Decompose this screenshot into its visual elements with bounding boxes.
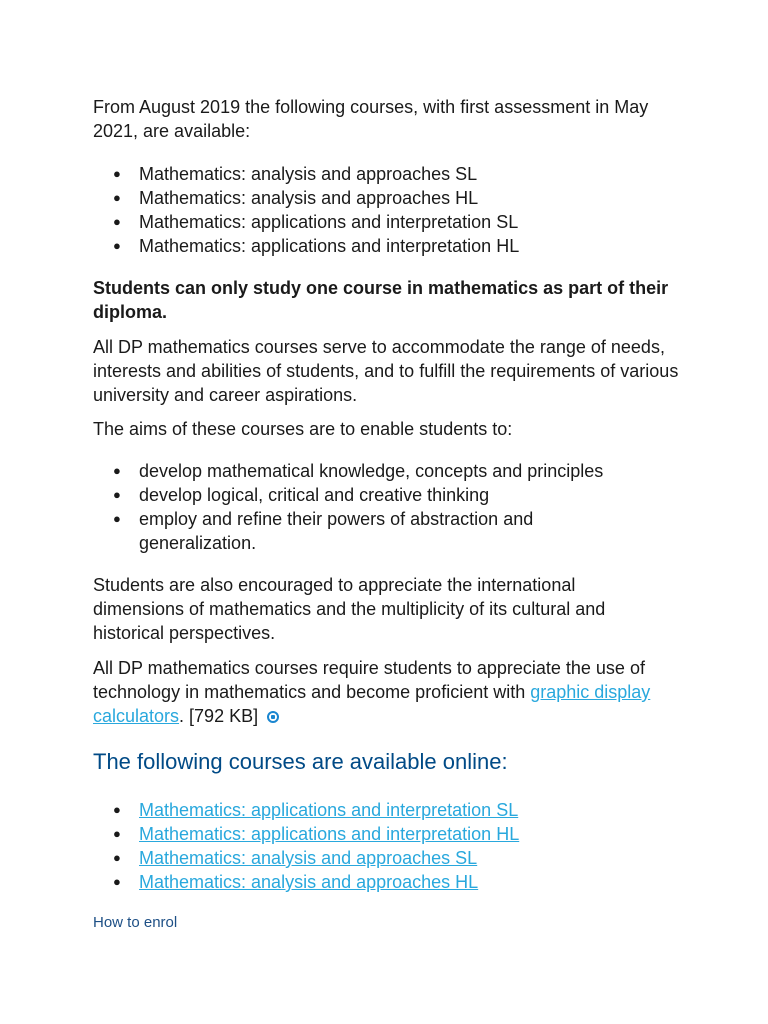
online-courses-heading: The following courses are available online: — [93, 749, 508, 774]
list-item: ● Mathematics: applications and interpretation HL — [93, 234, 683, 258]
list-item: ● Mathematics: analysis and approaches SL — [93, 162, 683, 186]
list-item — [93, 846, 683, 870]
technology-text: All DP mathematics courses require students to appreciate the use of technology in mathematics and become proficient with — [93, 658, 645, 702]
list-item — [93, 870, 683, 894]
online-course-link[interactable]: Mathematics: analysis and approaches SL — [139, 848, 478, 868]
list-item: ● develop logical, critical and creative thinking — [93, 483, 613, 507]
online-course-link[interactable]: Mathematics: applications and interpretation SL — [139, 800, 519, 820]
list-item — [93, 798, 683, 822]
list-item: ● Mathematics: applications and interpretation SL — [93, 210, 683, 234]
paragraph-accommodate: All DP mathematics courses serve to accommodate the range of needs, interests and abilities of students, and to fulfill the requirements of various university and career aspirations. — [93, 337, 679, 405]
list-item: ● Mathematics: analysis and approaches HL — [93, 186, 683, 210]
graphic-display-calculators-link[interactable]: graphic display calculators — [93, 682, 651, 726]
paragraph-aims: The aims of these courses are to enable students to: — [93, 419, 513, 439]
course-list — [93, 162, 683, 258]
file-size: . [792 KB] — [179, 706, 259, 726]
online-course-link[interactable]: Mathematics: applications and interpretation HL — [139, 824, 520, 844]
list-item — [93, 822, 683, 846]
online-course-list — [93, 798, 683, 894]
bold-note: Students can only study one course in mathematics as part of their diploma. — [93, 278, 669, 322]
intro-paragraph: From August 2019 the following courses, with first assessment in May 2021, are available: — [93, 97, 649, 141]
list-item: ● develop mathematical knowledge, concepts and principles — [93, 459, 613, 483]
pdf-icon[interactable] — [267, 711, 279, 723]
list-item: ● employ and refine their powers of abstraction and generalization. — [93, 507, 613, 555]
paragraph-international: Students are also encouraged to appreciate the international dimensions of mathematics and the multiplicity of its cultural and historical perspectives. — [93, 575, 606, 643]
aims-list — [93, 459, 613, 555]
paragraph-technology — [93, 656, 678, 728]
how-to-enrol-link[interactable]: How to enrol — [93, 914, 178, 931]
online-course-link[interactable]: Mathematics: analysis and approaches HL — [139, 872, 479, 892]
